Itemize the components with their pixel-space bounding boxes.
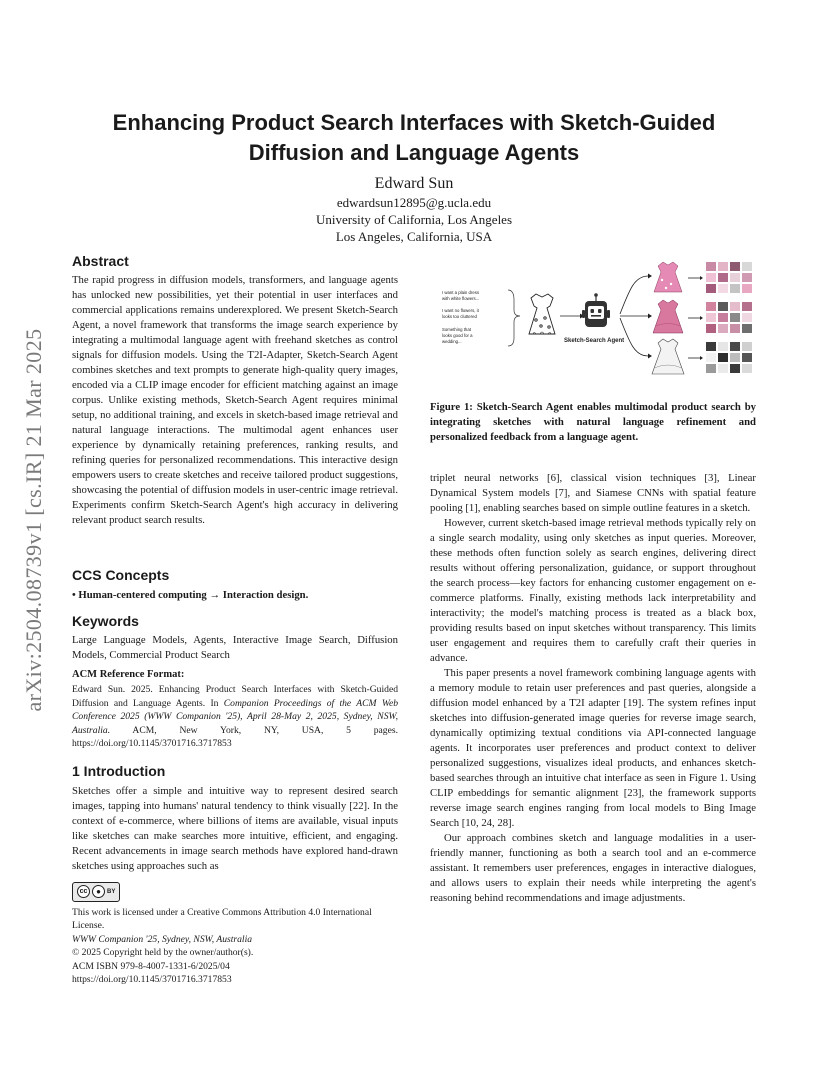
attribution-icon: ● [92, 885, 105, 898]
figure-1 [430, 258, 760, 386]
intro-section-left [72, 762, 398, 874]
author-block [200, 174, 628, 245]
robot-icon [582, 293, 610, 327]
result-thumbnails-1 [706, 262, 752, 293]
cc-badge-label: BY [107, 888, 116, 895]
reference-format-section [72, 668, 398, 751]
intro-right-p2: However, current sketch-based image retrieval methods typically rely on a single search modality, using only sketches as input queries. Moreover, these methods often function solely as search engines, delivering direct results without offering personalization, guidance, or support throughout the search process—key factors for enhancing customer engagement on e-commerce platforms. Finally, existing methods lack interpretability and interactivity; the model's matching process is treated as a black box, providing results based on input sketches without transparency. This limits user engagement and requires them to carefully craft their queries in advance. [430, 517, 756, 664]
result-thumbnails-2 [706, 302, 752, 333]
intro-heading: 1 Introduction [72, 763, 166, 779]
ccs-heading: CCS Concepts [72, 567, 170, 583]
arrow-to-results-1-head [700, 276, 703, 280]
prompt-1-line1: I want a plain dress [442, 290, 480, 295]
intro-right-p3: This paper presents a novel framework combining language agents with a memory module to retain user preferences and past queries, alongside a diffusion model enhanced by a T2I adapter [19]. The system refines input sketches into diffusion-generated image queries for reverse image search, dynamically optimizing textual conditions via API-connected language agents. It incorporates user preferences and product context to deliver personalized suggestions, visualizes ideal products, and enhances sketch-based searches through an intuitive chat interface as seen in Figure 1. Using CLIP embeddings for semantic alignment [23], the framework supports reverse image search engines ranging from local models to Bing Image Search [10, 24, 28]. [430, 667, 756, 829]
generated-dress-2 [653, 300, 683, 333]
reference-venue: Companion Proceedings of the ACM Web Conference 2025 (WWW Companion '25), April 28-May 2, 2025, Sydney, NSW, Australia. [72, 697, 399, 736]
prompt-2-line1: I want no flowers, it [442, 308, 479, 313]
intro-right-p4: Our approach combines sketch and language modalities in a user-friendly manner, functioning as both a search tool and an e-commerce assistant. It remembers user preferences, engages in interactive dialogues, and allows users to explain their needs while interpreting the agent's reasoning behind recommendations and image adjustments. [430, 832, 756, 904]
cc-license-badge [72, 882, 120, 902]
arxiv-stamp [12, 280, 56, 760]
reference-format-text [72, 683, 398, 751]
cc-icon: cc [77, 885, 90, 898]
reference-part2: ACM, New York, NY, USA, 5 pages. https://doi.org/10.1145/3701716.3717853 [72, 724, 398, 749]
arrow-to-output-3 [620, 318, 648, 356]
abstract-text: The rapid progress in diffusion models, transformers, and language agents has unlocked new possibilities, yet their potential in user interfaces and commercial applications remains underexplored. We present Sketch-Search Agent, a novel framework that transforms the image search experience by integrating a multimodal language agent with freehand sketches as control signals for diffusion models. Using the T2I-Adapter, Sketch-Search Agent combines sketches and text prompts to generate high-quality query images, encoded via a CLIP image encoder for efficient matching against an image corpus. Unlike existing methods, Sketch-Search Agent requires minimal setup, no additional training, and excels in sketch-based image retrieval and natural language interactions. The multimodal agent enhances user experience by dynamically retaining preferences, ranking results, and refining queries for personalized recommendations. This interactive design empowers users to create sketches and receive tailored product suggestions, showcasing the potential of diffusion models in user-centric image retrieval. Experiments confirm Sketch-Search Agent's high accuracy in delivering relevant product search results. [72, 274, 398, 526]
author-affiliation: University of California, Los Angeles [315, 212, 513, 227]
arrow-to-results-2-head [700, 316, 703, 320]
prompt-3-line1: Something that [442, 327, 471, 332]
license-line3: © 2025 Copyright held by the owner/author(s). [72, 947, 254, 958]
intro-text-left: Sketches offer a simple and intuitive way to represent desired search images, tapping into humans' natural tendency to think visually [22]. In the context of e-commerce, where billions of items are available, visual inputs like sketches can make searches more intuitive, efficient, and engaging. Recent advancements in image search methods have explored hand-drawn sketches using approaches such as [72, 785, 398, 872]
license-line1: This work is licensed under a Creative Commons Attribution 4.0 International License. [72, 906, 372, 931]
arrow-to-output-3-head [648, 354, 652, 359]
prompt-3-line2: looks good for a [442, 333, 473, 338]
figure-caption-text: Figure 1: Sketch-Search Agent enables multimodal product search by integrating sketches with natural language refinement and personalized feedback from a language agent. [430, 401, 756, 443]
brace-shape [508, 290, 520, 346]
arrow-to-output-1-head [648, 274, 652, 279]
author-name: Edward Sun [374, 175, 454, 192]
arrow-to-output-2-head [648, 314, 652, 319]
keywords-heading: Keywords [72, 613, 139, 629]
dress-sketch [529, 294, 555, 334]
author-email: edwardsun12895@g.ucla.edu [336, 195, 492, 210]
intro-section-right [430, 471, 756, 906]
arrow-to-results-3-head [700, 356, 703, 360]
abstract-heading: Abstract [72, 253, 129, 269]
prompt-1-line2: with white flowers... [442, 296, 480, 301]
license-line4: ACM ISBN 979-8-4007-1331-6/2025/04 [72, 960, 230, 972]
author-location: Los Angeles, California, USA [335, 229, 493, 244]
figure-diagram [430, 258, 760, 386]
reference-format-heading: ACM Reference Format: [72, 669, 185, 680]
ccs-section [72, 566, 398, 603]
license-line2: WWW Companion '25, Sydney, NSW, Australia [72, 933, 253, 945]
generated-dress-3 [652, 339, 684, 374]
agent-label: Sketch-Search Agent [564, 338, 625, 344]
arrow-to-output-1 [620, 276, 648, 314]
license-line5: https://doi.org/10.1145/3701716.3717853 [72, 974, 232, 985]
figure-1-caption [430, 400, 756, 445]
keywords-section [72, 612, 398, 663]
arxiv-id: arXiv:2504.08739v1 [cs.IR] 21 Mar 2025 [21, 328, 46, 712]
license-footer [72, 880, 398, 987]
keywords-text: Large Language Models, Agents, Interactive Image Search, Diffusion Models, Commercial Product Search [72, 634, 398, 661]
prompt-3-line3: wedding... [442, 339, 462, 344]
generated-dress-1 [654, 262, 682, 292]
ccs-text: • Human-centered computing → Interaction design. [72, 589, 309, 601]
intro-right-p1: triplet neural networks [6], classical vision techniques [3], Linear Dynamical System models [7], and Siamese CNNs with spatial feature pooling [1], enabling searches based on simple outline features in a sketch. [430, 472, 756, 514]
paper-title: Enhancing Product Search Interfaces with Sketch-Guided Diffusion and Language Agents [112, 110, 716, 165]
prompt-2-line2: looks too cluttered [442, 314, 477, 319]
result-thumbnails-3 [706, 342, 752, 373]
abstract-section [72, 252, 398, 528]
reference-part1: Edward Sun. 2025. Enhancing Product Search Interfaces with Sketch-Guided Diffusion and Language Agents. In [72, 684, 398, 709]
